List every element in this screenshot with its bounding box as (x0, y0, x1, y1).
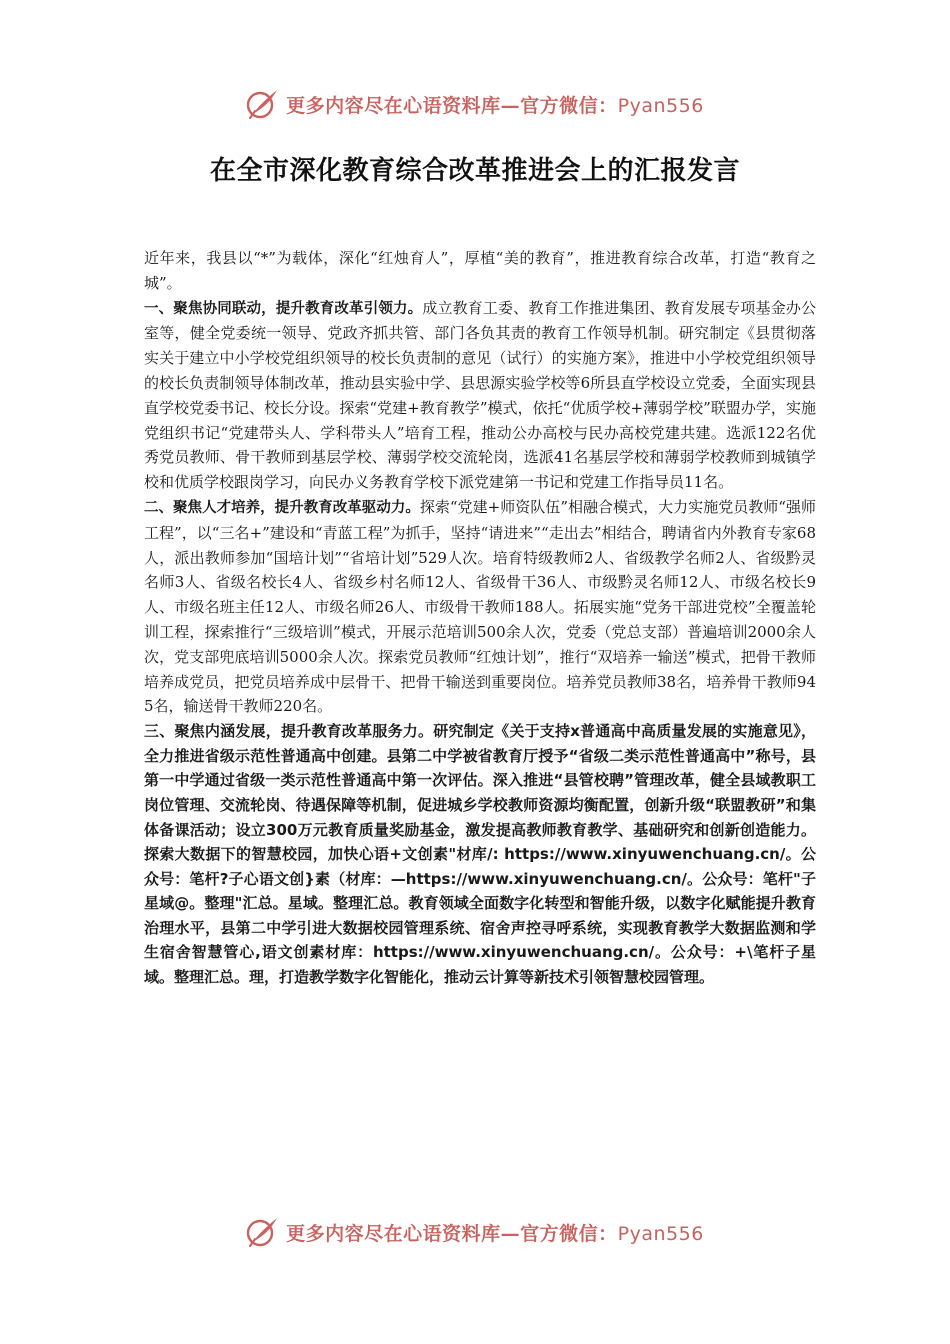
banner-wechat-id: Pyan556 (617, 94, 704, 117)
document-title: 在全市深化教育综合改革推进会上的汇报发言 (209, 156, 740, 186)
footer-watermark-banner (0, 1212, 950, 1252)
banner-wechat-id: Pyan556 (617, 1222, 704, 1245)
banner-text (286, 1219, 704, 1246)
section-2-paragraph (144, 495, 816, 719)
section-2-heading: 二、聚焦人才培养，提升教育改革驱动力。 (144, 499, 420, 516)
banner-label: 更多内容尽在心语资料库—官方微信： (286, 1222, 618, 1245)
header-watermark-banner (0, 84, 950, 124)
document-body (144, 246, 816, 990)
section-1-heading: 一、聚焦协同联动，提升教育改革引领力。 (144, 300, 423, 317)
section-2-body: 探索“党建+师资队伍”相融合模式，大力实施党员教师“强师工程”，以“三名+”建设和“青蓝工程”为抓手，坚持“请进来”“走出去”相结合，聘请省内外教育专家68人，派出教师参加“国培计划”“省培计划”529人次。培育特级教师2人、省级教学名师2人、省级黔灵名师3人、省级名校长4人、省级乡村名师12人、省级骨干36人、市级黔灵名师12人、市级名校长9人、市级名班主任12人、市级名师26人、市级骨干教师188人。拓展实施“党务干部进党校”全覆盖轮训工程，探索推行“三级培训”模式，开展示范培训500余人次，党委（党总支部）普遍培训2000余人次，党支部兜底培训5000余人次。探索党员教师“红烛计划”，推行“双培养一输送”模式，把骨干教师培养成党员，把党员培养成中层骨干、把骨干输送到重要岗位。培养党员教师38名，培养骨干教师945名，输送骨干教师220名。 (144, 497, 817, 716)
quill-logo-icon (246, 87, 280, 121)
banner-text (286, 91, 704, 118)
section-1-body: 成立教育工委、教育工作推进集团、教育发展专项基金办公室等，健全党委统一领导、党政齐抓共管、部门各负其责的教育工作领导机制。研究制定《县贯彻落实关于建立中小学校党组织领导的校长负责制的意见（试行）的实施方案》，推进中小学校党组织领导的校长负责制领导体制改革，推动县实验中学、县思源实验学校等6所县直学校设立党委，全面实现县直学校党委书记、校长分设。探索“党建+教育教学”模式，依托“优质学校+薄弱学校”联盟办学，实施党组织书记“党建带头人、学科带头人”培育工程，推动公办高校与民办高校党建共建。选派122名优秀党员教师、骨干教师到基层学校、薄弱学校交流轮岗，选派41名基层学校和薄弱学校教师到城镇学校和优质学校跟岗学习，向民办义务教育学校下派党建第一书记和党建工作指导员11名。 (144, 298, 816, 492)
section-1-paragraph (144, 296, 816, 495)
section-3-paragraph: 三、聚焦内涵发展，提升教育改革服务力。研究制定《关于支持x普通高中高质量发展的实施意见》，全力推进省级示范性普通高中创建。县第二中学被省教育厅授予“省级二类示范性普通高中”称号，县第一中学通过省级一类示范性普通高中第一次评估。深入推进“县管校聘”管理改革，健全县域教职工岗位管理、交流轮岗、待遇保障等机制，促进城乡学校教师资源均衡配置，创新升级“联盟教研”和集体备课活动；设立300万元教育质量奖励基金，激发提高教师教育教学、基础研究和创新创造能力。探索大数据下的智慧校园，加快心语+文创素"材库/: https://www.xinyuwenchuang.cn/。公众号：笔杆?子心语文创}素（材库：—https://www.xinyuwenchuang.cn/。公众号：笔杆"子星域@。整理"汇总。星域。整理汇总。教育领域全面数字化转型和智能升级，以数字化赋能提升教育治理水平，县第二中学引进大数据校园管理系统、宿舍声控寻呼系统，实现教育教学大数据监测和学生宿舍智慧管心,语文创素材库：https://www.xinyuwenchuang.cn/。公众号：+\笔杆子星域。整理汇总。理，打造教学数字化智能化，推动云计算等新技术引领智慧校园管理。 (144, 722, 816, 987)
intro-paragraph: 近年来，我县以“*”为载体，深化“红烛育人”，厚植“美的教育”，推进教育综合改革，打造“教育之城”。 (144, 249, 816, 292)
quill-logo-icon (246, 1215, 280, 1249)
banner-label: 更多内容尽在心语资料库—官方微信： (286, 94, 618, 117)
